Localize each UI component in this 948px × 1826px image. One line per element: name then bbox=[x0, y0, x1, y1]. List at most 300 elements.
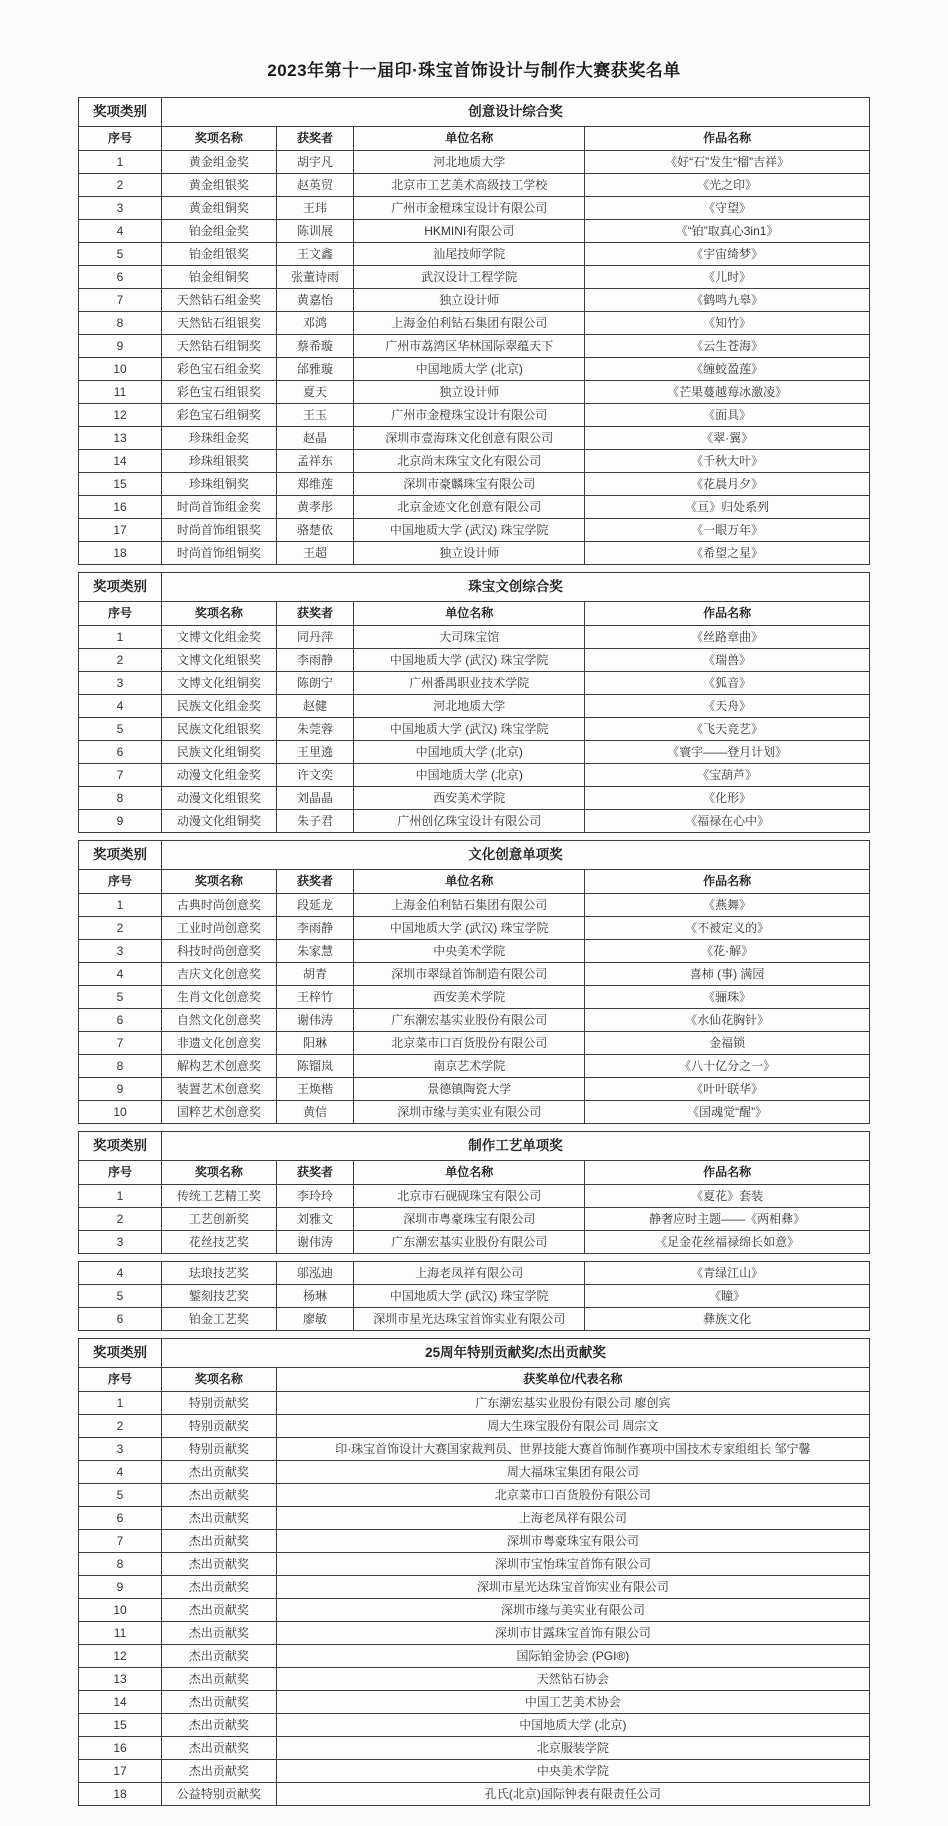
cell-winner: 谢伟涛 bbox=[276, 1009, 354, 1032]
cell-index: 18 bbox=[79, 542, 162, 565]
award-row bbox=[79, 894, 870, 917]
cell-index: 9 bbox=[79, 1576, 162, 1599]
cell-index: 11 bbox=[79, 381, 162, 404]
award-row bbox=[79, 1507, 870, 1530]
cell-index: 11 bbox=[79, 1622, 162, 1645]
award-row bbox=[79, 358, 870, 381]
award-row bbox=[79, 1185, 870, 1208]
award-row bbox=[79, 1622, 870, 1645]
cell-index: 12 bbox=[79, 404, 162, 427]
cell-award-name: 特别贡献奖 bbox=[162, 1438, 277, 1461]
cell-index: 10 bbox=[79, 358, 162, 381]
award-row bbox=[79, 404, 870, 427]
column-header: 获奖者 bbox=[276, 1161, 354, 1185]
cell-organization: 广州市荔湾区华林国际翠蕴天下 bbox=[354, 335, 585, 358]
cell-award-name: 杰出贡献奖 bbox=[162, 1737, 277, 1760]
category-row bbox=[79, 573, 870, 602]
award-table-4-part-2 bbox=[78, 1261, 870, 1331]
cell-organization: 广东潮宏基实业股份有限公司 bbox=[354, 1231, 585, 1254]
column-header: 序号 bbox=[79, 1368, 162, 1392]
award-row bbox=[79, 1101, 870, 1124]
cell-award-name: 杰出贡献奖 bbox=[162, 1484, 277, 1507]
cell-award-name: 彩色宝石组铜奖 bbox=[162, 404, 277, 427]
cell-award-name: 杰出贡献奖 bbox=[162, 1645, 277, 1668]
cell-artwork: 喜柿 (事) 满园 bbox=[585, 963, 870, 986]
cell-award-name: 黄金组金奖 bbox=[162, 151, 277, 174]
cell-award-name: 文博文化组铜奖 bbox=[162, 672, 277, 695]
cell-award-name: 民族文化组金奖 bbox=[162, 695, 277, 718]
cell-index: 2 bbox=[79, 917, 162, 940]
award-row bbox=[79, 1576, 870, 1599]
cell-award-name: 特别贡献奖 bbox=[162, 1415, 277, 1438]
cell-award-name: 动漫文化组银奖 bbox=[162, 787, 277, 810]
cell-index: 5 bbox=[79, 243, 162, 266]
cell-winner: 赵晶 bbox=[276, 427, 354, 450]
award-table-2 bbox=[78, 572, 870, 833]
cell-artwork: 《八十亿分之一》 bbox=[585, 1055, 870, 1078]
cell-award-name: 彩色宝石组银奖 bbox=[162, 381, 277, 404]
cell-winner: 陈训展 bbox=[276, 220, 354, 243]
award-row bbox=[79, 266, 870, 289]
cell-winner: 邰雅璇 bbox=[276, 358, 354, 381]
award-table-3 bbox=[78, 840, 870, 1124]
cell-artwork: 《翠·翼》 bbox=[585, 427, 870, 450]
cell-index: 3 bbox=[79, 672, 162, 695]
cell-index: 8 bbox=[79, 1055, 162, 1078]
cell-award-name: 杰出贡献奖 bbox=[162, 1622, 277, 1645]
cell-artwork: 《寰宇——登月计划》 bbox=[585, 741, 870, 764]
cell-organization: 独立设计师 bbox=[354, 381, 585, 404]
cell-award-name: 杰出贡献奖 bbox=[162, 1714, 277, 1737]
cell-index: 6 bbox=[79, 741, 162, 764]
cell-award-name: 文博文化组金奖 bbox=[162, 626, 277, 649]
award-row bbox=[79, 1461, 870, 1484]
award-table-4-part-1 bbox=[78, 1131, 870, 1254]
cell-artwork: 《足金花丝福禄绵长如意》 bbox=[585, 1231, 870, 1254]
cell-org-representative: 深圳市宝怡珠宝首饰有限公司 bbox=[276, 1553, 869, 1576]
award-row bbox=[79, 787, 870, 810]
cell-artwork: 《燕舞》 bbox=[585, 894, 870, 917]
cell-organization: 中国地质大学 (北京) bbox=[354, 741, 585, 764]
cell-artwork: 《宇宙绮梦》 bbox=[585, 243, 870, 266]
cell-award-name: 工艺创新奖 bbox=[162, 1208, 277, 1231]
category-title: 25周年特别贡献奖/杰出贡献奖 bbox=[162, 1339, 870, 1368]
cell-index: 15 bbox=[79, 473, 162, 496]
cell-award-name: 杰出贡献奖 bbox=[162, 1461, 277, 1484]
award-row bbox=[79, 335, 870, 358]
cell-award-name: 自然文化创意奖 bbox=[162, 1009, 277, 1032]
cell-index: 8 bbox=[79, 787, 162, 810]
category-title: 创意设计综合奖 bbox=[162, 98, 870, 127]
cell-award-name: 天然钻石组银奖 bbox=[162, 312, 277, 335]
cell-index: 18 bbox=[79, 1783, 162, 1806]
award-row bbox=[79, 1553, 870, 1576]
cell-organization: 广州市金橙珠宝设计有限公司 bbox=[354, 404, 585, 427]
cell-organization: 中国地质大学 (武汉) 珠宝学院 bbox=[354, 718, 585, 741]
cell-winner: 朱莞蓉 bbox=[276, 718, 354, 741]
cell-award-name: 天然钻石组金奖 bbox=[162, 289, 277, 312]
cell-org-representative: 上海老凤祥有限公司 bbox=[276, 1507, 869, 1530]
cell-award-name: 杰出贡献奖 bbox=[162, 1599, 277, 1622]
column-header: 序号 bbox=[79, 870, 162, 894]
cell-organization: 独立设计师 bbox=[354, 542, 585, 565]
award-row bbox=[79, 1055, 870, 1078]
cell-award-name: 国粹艺术创意奖 bbox=[162, 1101, 277, 1124]
cell-index: 7 bbox=[79, 1530, 162, 1553]
column-header: 单位名称 bbox=[354, 602, 585, 626]
cell-organization: 上海老凤祥有限公司 bbox=[354, 1262, 585, 1285]
cell-org-representative: 深圳市粤豪珠宝有限公司 bbox=[276, 1530, 869, 1553]
cell-organization: 西安美术学院 bbox=[354, 787, 585, 810]
cell-winner: 蔡希璇 bbox=[276, 335, 354, 358]
cell-award-name: 珍珠组银奖 bbox=[162, 450, 277, 473]
cell-org-representative: 印·珠宝首饰设计大赛国家裁判员、世界技能大赛首饰制作赛项中国技术专家组组长 邹宁馨 bbox=[276, 1438, 869, 1461]
cell-winner: 黄嘉怡 bbox=[276, 289, 354, 312]
cell-index: 12 bbox=[79, 1645, 162, 1668]
page-title: 2023年第十一届印·珠宝首饰设计与制作大赛获奖名单 bbox=[267, 61, 681, 80]
cell-winner: 王文鑫 bbox=[276, 243, 354, 266]
header-row bbox=[79, 602, 870, 626]
column-header: 奖项名称 bbox=[162, 602, 277, 626]
cell-winner: 孟祥东 bbox=[276, 450, 354, 473]
cell-award-name: 杰出贡献奖 bbox=[162, 1507, 277, 1530]
cell-winner: 廖敏 bbox=[276, 1308, 354, 1331]
category-label: 奖项类别 bbox=[79, 1339, 162, 1368]
category-title: 文化创意单项奖 bbox=[162, 841, 870, 870]
cell-organization: 景德镇陶瓷大学 bbox=[354, 1078, 585, 1101]
cell-winner: 黄孝彤 bbox=[276, 496, 354, 519]
cell-winner: 刘晶晶 bbox=[276, 787, 354, 810]
cell-award-name: 公益特别贡献奖 bbox=[162, 1783, 277, 1806]
award-row bbox=[79, 986, 870, 1009]
cell-award-name: 天然钻石组铜奖 bbox=[162, 335, 277, 358]
cell-winner: 朱家慧 bbox=[276, 940, 354, 963]
category-row bbox=[79, 841, 870, 870]
award-row bbox=[79, 1078, 870, 1101]
cell-artwork: 《不被定义的》 bbox=[585, 917, 870, 940]
cell-winner: 王玮 bbox=[276, 197, 354, 220]
column-header: 作品名称 bbox=[585, 1161, 870, 1185]
award-row bbox=[79, 626, 870, 649]
cell-organization: 中央美术学院 bbox=[354, 940, 585, 963]
award-row bbox=[79, 695, 870, 718]
column-header: 单位名称 bbox=[354, 127, 585, 151]
column-header: 单位名称 bbox=[354, 1161, 585, 1185]
cell-artwork: 《狐音》 bbox=[585, 672, 870, 695]
cell-winner: 赵健 bbox=[276, 695, 354, 718]
award-row bbox=[79, 1438, 870, 1461]
column-header: 获奖者 bbox=[276, 127, 354, 151]
column-header: 奖项名称 bbox=[162, 1368, 277, 1392]
cell-index: 4 bbox=[79, 963, 162, 986]
award-row bbox=[79, 1599, 870, 1622]
cell-winner: 骆楚依 bbox=[276, 519, 354, 542]
cell-organization: HKMINI有限公司 bbox=[354, 220, 585, 243]
column-header: 序号 bbox=[79, 127, 162, 151]
award-row bbox=[79, 963, 870, 986]
cell-organization: 南京艺术学院 bbox=[354, 1055, 585, 1078]
cell-award-name: 生肖文化创意奖 bbox=[162, 986, 277, 1009]
cell-artwork: 《鹤鸣九皋》 bbox=[585, 289, 870, 312]
cell-index: 13 bbox=[79, 427, 162, 450]
category-title: 制作工艺单项奖 bbox=[162, 1132, 870, 1161]
cell-org-representative: 国际铂金协会 (PGI®) bbox=[276, 1645, 869, 1668]
category-label: 奖项类别 bbox=[79, 573, 162, 602]
cell-index: 16 bbox=[79, 1737, 162, 1760]
cell-index: 4 bbox=[79, 220, 162, 243]
cell-award-name: 珍珠组金奖 bbox=[162, 427, 277, 450]
cell-award-name: 黄金组银奖 bbox=[162, 174, 277, 197]
cell-winner: 胡青 bbox=[276, 963, 354, 986]
cell-award-name: 珐琅技艺奖 bbox=[162, 1262, 277, 1285]
award-row bbox=[79, 473, 870, 496]
cell-organization: 北京市工艺美术高级技工学校 bbox=[354, 174, 585, 197]
award-row bbox=[79, 940, 870, 963]
cell-award-name: 吉庆文化创意奖 bbox=[162, 963, 277, 986]
cell-award-name: 杰出贡献奖 bbox=[162, 1553, 277, 1576]
cell-org-representative: 深圳市甘露珠宝首饰有限公司 bbox=[276, 1622, 869, 1645]
cell-index: 2 bbox=[79, 649, 162, 672]
cell-organization: 中国地质大学 (北京) bbox=[354, 764, 585, 787]
column-header: 作品名称 bbox=[585, 127, 870, 151]
award-row bbox=[79, 1714, 870, 1737]
cell-organization: 广州市金橙珠宝设计有限公司 bbox=[354, 197, 585, 220]
cell-award-name: 铂金工艺奖 bbox=[162, 1308, 277, 1331]
cell-winner: 郑维莲 bbox=[276, 473, 354, 496]
cell-index: 4 bbox=[79, 695, 162, 718]
award-row bbox=[79, 220, 870, 243]
cell-index: 1 bbox=[79, 894, 162, 917]
column-header: 奖项名称 bbox=[162, 127, 277, 151]
award-row bbox=[79, 672, 870, 695]
cell-winner: 陈镏岚 bbox=[276, 1055, 354, 1078]
award-row bbox=[79, 1691, 870, 1714]
cell-artwork: 《儿时》 bbox=[585, 266, 870, 289]
cell-index: 4 bbox=[79, 1262, 162, 1285]
cell-org-representative: 孔氏(北京)国际钟表有限责任公司 bbox=[276, 1783, 869, 1806]
cell-winner: 王里遶 bbox=[276, 741, 354, 764]
cell-index: 7 bbox=[79, 289, 162, 312]
cell-organization: 中国地质大学 (武汉) 珠宝学院 bbox=[354, 1285, 585, 1308]
cell-award-name: 时尚首饰组银奖 bbox=[162, 519, 277, 542]
cell-index: 3 bbox=[79, 1438, 162, 1461]
cell-organization: 中国地质大学 (武汉) 珠宝学院 bbox=[354, 519, 585, 542]
cell-award-name: 古典时尚创意奖 bbox=[162, 894, 277, 917]
cell-artwork: 《守望》 bbox=[585, 197, 870, 220]
cell-index: 1 bbox=[79, 151, 162, 174]
cell-index: 5 bbox=[79, 1484, 162, 1507]
award-row bbox=[79, 151, 870, 174]
category-row bbox=[79, 1339, 870, 1368]
cell-artwork: 《花·解》 bbox=[585, 940, 870, 963]
cell-award-name: 杰出贡献奖 bbox=[162, 1668, 277, 1691]
cell-artwork: 《花晨月夕》 bbox=[585, 473, 870, 496]
cell-winner: 许文奕 bbox=[276, 764, 354, 787]
award-row bbox=[79, 810, 870, 833]
cell-index: 9 bbox=[79, 810, 162, 833]
award-row bbox=[79, 1009, 870, 1032]
cell-award-name: 錾刻技艺奖 bbox=[162, 1285, 277, 1308]
cell-organization: 北京尚末珠宝文化有限公司 bbox=[354, 450, 585, 473]
cell-index: 10 bbox=[79, 1101, 162, 1124]
award-row bbox=[79, 1484, 870, 1507]
award-row bbox=[79, 1231, 870, 1254]
cell-award-name: 杰出贡献奖 bbox=[162, 1576, 277, 1599]
cell-artwork: 《“铂”取真心3in1》 bbox=[585, 220, 870, 243]
cell-organization: 广东潮宏基实业股份有限公司 bbox=[354, 1009, 585, 1032]
cell-index: 2 bbox=[79, 1208, 162, 1231]
cell-award-name: 时尚首饰组铜奖 bbox=[162, 542, 277, 565]
cell-org-representative: 周大福珠宝集团有限公司 bbox=[276, 1461, 869, 1484]
category-row bbox=[79, 98, 870, 127]
cell-index: 10 bbox=[79, 1599, 162, 1622]
award-row bbox=[79, 381, 870, 404]
cell-organization: 广州番禺职业技术学院 bbox=[354, 672, 585, 695]
cell-artwork: 《云生苍海》 bbox=[585, 335, 870, 358]
cell-org-representative: 北京菜市口百货股份有限公司 bbox=[276, 1484, 869, 1507]
cell-index: 2 bbox=[79, 174, 162, 197]
award-row bbox=[79, 1415, 870, 1438]
cell-artwork: 《夏花》套装 bbox=[585, 1185, 870, 1208]
cell-organization: 深圳市缘与美实业有限公司 bbox=[354, 1101, 585, 1124]
cell-artwork: 《瑞兽》 bbox=[585, 649, 870, 672]
cell-award-name: 花丝技艺奖 bbox=[162, 1231, 277, 1254]
column-header: 获奖者 bbox=[276, 602, 354, 626]
cell-winner: 王超 bbox=[276, 542, 354, 565]
cell-org-representative: 周大生珠宝股份有限公司 周宗文 bbox=[276, 1415, 869, 1438]
cell-index: 16 bbox=[79, 496, 162, 519]
cell-index: 7 bbox=[79, 764, 162, 787]
award-row bbox=[79, 764, 870, 787]
cell-index: 3 bbox=[79, 197, 162, 220]
cell-organization: 深圳市星光达珠宝首饰实业有限公司 bbox=[354, 1308, 585, 1331]
cell-artwork: 《飞天竞艺》 bbox=[585, 718, 870, 741]
award-row bbox=[79, 1208, 870, 1231]
cell-org-representative: 广东潮宏基实业股份有限公司 廖创宾 bbox=[276, 1392, 869, 1415]
cell-artwork: 《水仙花胸针》 bbox=[585, 1009, 870, 1032]
cell-artwork: 《光之印》 bbox=[585, 174, 870, 197]
cell-award-name: 铂金组金奖 bbox=[162, 220, 277, 243]
header-row bbox=[79, 870, 870, 894]
award-row bbox=[79, 450, 870, 473]
cell-award-name: 民族文化组银奖 bbox=[162, 718, 277, 741]
cell-organization: 北京菜市口百货股份有限公司 bbox=[354, 1032, 585, 1055]
cell-index: 1 bbox=[79, 626, 162, 649]
cell-artwork: 《芒果蔓越莓冰激凌》 bbox=[585, 381, 870, 404]
cell-award-name: 动漫文化组金奖 bbox=[162, 764, 277, 787]
cell-organization: 武汉设计工程学院 bbox=[354, 266, 585, 289]
cell-artwork: 金福锁 bbox=[585, 1032, 870, 1055]
award-row bbox=[79, 1645, 870, 1668]
cell-organization: 河北地质大学 bbox=[354, 151, 585, 174]
award-table-5 bbox=[78, 1338, 870, 1806]
cell-index: 6 bbox=[79, 1009, 162, 1032]
cell-award-name: 杰出贡献奖 bbox=[162, 1691, 277, 1714]
cell-award-name: 黄金组铜奖 bbox=[162, 197, 277, 220]
cell-index: 5 bbox=[79, 1285, 162, 1308]
award-row bbox=[79, 741, 870, 764]
cell-organization: 独立设计师 bbox=[354, 289, 585, 312]
award-row bbox=[79, 427, 870, 450]
column-header: 获奖者 bbox=[276, 870, 354, 894]
cell-organization: 北京市石砚砚珠宝有限公司 bbox=[354, 1185, 585, 1208]
cell-org-representative: 深圳市星光达珠宝首饰实业有限公司 bbox=[276, 1576, 869, 1599]
cell-artwork: 《面具》 bbox=[585, 404, 870, 427]
header-row bbox=[79, 1161, 870, 1185]
cell-organization: 上海金伯利钻石集团有限公司 bbox=[354, 894, 585, 917]
cell-organization: 中国地质大学 (武汉) 珠宝学院 bbox=[354, 917, 585, 940]
award-row bbox=[79, 519, 870, 542]
cell-org-representative: 北京服装学院 bbox=[276, 1737, 869, 1760]
cell-org-representative: 天然钻石协会 bbox=[276, 1668, 869, 1691]
cell-winner: 张董诗雨 bbox=[276, 266, 354, 289]
award-row bbox=[79, 197, 870, 220]
cell-artwork: 《叶叶联华》 bbox=[585, 1078, 870, 1101]
cell-artwork: 《化形》 bbox=[585, 787, 870, 810]
header-row bbox=[79, 1368, 870, 1392]
cell-index: 3 bbox=[79, 940, 162, 963]
cell-award-name: 铂金组铜奖 bbox=[162, 266, 277, 289]
cell-award-name: 动漫文化组铜奖 bbox=[162, 810, 277, 833]
cell-artwork: 《国魂觉“醒”》 bbox=[585, 1101, 870, 1124]
award-tables bbox=[78, 97, 870, 1806]
cell-artwork: 《瞳》 bbox=[585, 1285, 870, 1308]
cell-org-representative: 深圳市缘与美实业有限公司 bbox=[276, 1599, 869, 1622]
cell-index: 2 bbox=[79, 1415, 162, 1438]
cell-artwork: 《骊珠》 bbox=[585, 986, 870, 1009]
cell-award-name: 彩色宝石组金奖 bbox=[162, 358, 277, 381]
award-row bbox=[79, 1668, 870, 1691]
cell-index: 3 bbox=[79, 1231, 162, 1254]
cell-winner: 黄信 bbox=[276, 1101, 354, 1124]
cell-award-name: 杰出贡献奖 bbox=[162, 1530, 277, 1553]
cell-award-name: 文博文化组银奖 bbox=[162, 649, 277, 672]
cell-award-name: 珍珠组铜奖 bbox=[162, 473, 277, 496]
cell-artwork: 彝族文化 bbox=[585, 1308, 870, 1331]
cell-artwork: 《一眼万年》 bbox=[585, 519, 870, 542]
cell-award-name: 解构艺术创意奖 bbox=[162, 1055, 277, 1078]
cell-organization: 深圳市翠绿首饰制造有限公司 bbox=[354, 963, 585, 986]
cell-award-name: 特别贡献奖 bbox=[162, 1392, 277, 1415]
cell-artwork: 《千秋大叶》 bbox=[585, 450, 870, 473]
award-table-1 bbox=[78, 97, 870, 565]
cell-organization: 汕尾技师学院 bbox=[354, 243, 585, 266]
cell-artwork: 《天舟》 bbox=[585, 695, 870, 718]
column-header: 奖项名称 bbox=[162, 870, 277, 894]
award-row bbox=[79, 1032, 870, 1055]
column-header: 奖项名称 bbox=[162, 1161, 277, 1185]
cell-artwork: 《知竹》 bbox=[585, 312, 870, 335]
cell-org-representative: 中央美术学院 bbox=[276, 1760, 869, 1783]
award-row bbox=[79, 1530, 870, 1553]
award-row bbox=[79, 289, 870, 312]
cell-index: 8 bbox=[79, 1553, 162, 1576]
award-row bbox=[79, 496, 870, 519]
award-row bbox=[79, 312, 870, 335]
cell-winner: 朱子君 bbox=[276, 810, 354, 833]
cell-winner: 陈朗宁 bbox=[276, 672, 354, 695]
award-row bbox=[79, 649, 870, 672]
award-row bbox=[79, 1783, 870, 1806]
cell-org-representative: 中国工艺美术协会 bbox=[276, 1691, 869, 1714]
cell-artwork: 《亘》归处系列 bbox=[585, 496, 870, 519]
cell-organization: 上海金伯利钻石集团有限公司 bbox=[354, 312, 585, 335]
cell-index: 1 bbox=[79, 1392, 162, 1415]
cell-award-name: 民族文化组铜奖 bbox=[162, 741, 277, 764]
cell-award-name: 工业时尚创意奖 bbox=[162, 917, 277, 940]
column-header: 作品名称 bbox=[585, 870, 870, 894]
cell-winner: 王梓竹 bbox=[276, 986, 354, 1009]
